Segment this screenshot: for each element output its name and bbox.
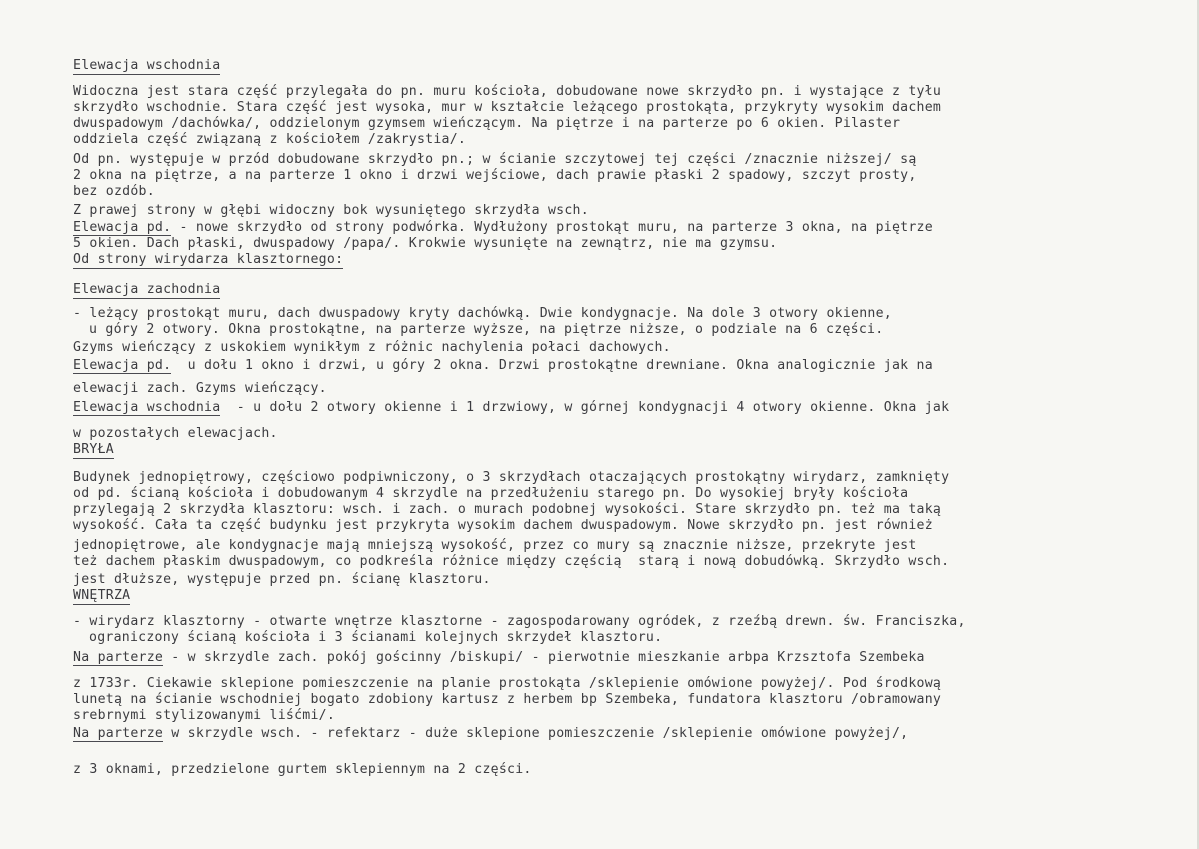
heading-wnetrza: WNĘTRZA — [73, 588, 131, 603]
heading-od-strony-wirydarza: Od strony wirydarza klasztornego: — [73, 252, 344, 267]
text-line: 2 okna na piętrze, a na parterze 1 okno i drzwi wejściowe, dach prawie płaski 2 spadowy, szczyt prosty, — [73, 168, 917, 183]
text-line: z 1733r. Ciekawie sklepione pomieszczenie na planie prostokąta /sklepienie omówione powyżej/. Pod środkową — [73, 676, 942, 691]
text-line: ograniczony ścianą kościoła i 3 ścianami kolejnych skrzydeł klasztoru. — [89, 630, 663, 645]
text-line: lunetą na ścianie wschodniej bogato zdobiony kartusz z herbem bp Szembeka, fundatora klasztoru /obramowany — [73, 692, 942, 707]
heading-elewacja-pd: Elewacja pd. — [73, 358, 172, 373]
text-line: też dachem płaskim dwuspadowym, co podkreśla różnice między częścią starą i nową dobudówką. Skrzydło wsch. — [73, 554, 950, 569]
text-run: - nowe skrzydło od strony podwórka. Wydłużony prostokąt muru, na parterze 3 okna, na piętrze — [171, 220, 933, 235]
text-line: Gzyms wieńczący z uskokiem wynikłym z różnic nachylenia połaci dachowych. — [73, 340, 671, 355]
heading-elewacja-wschodnia: Elewacja wschodnia — [73, 400, 221, 415]
heading-elewacja-pd: Elewacja pd. — [73, 220, 172, 235]
text-line: od pd. ścianą kościoła i dobudowanym 4 skrzydle na przedłużeniu starego pn. Do wysokiej bryły kościoła — [73, 486, 909, 501]
text-run: u dołu 1 okno i drzwi, u góry 2 okna. Drzwi prostokątne drewniane. Okna analogicznie jak na — [171, 358, 933, 373]
heading-na-parterze: Na parterze — [73, 650, 164, 665]
heading-elewacja-wschodnia: Elewacja wschodnia — [73, 58, 221, 73]
text-line-with-heading — [73, 400, 949, 416]
text-line: przylegają 2 skrzydła klasztoru: wsch. i zach. o murach podobnej wysokości. Stare skrzydło pn. też ma taką — [73, 502, 942, 517]
text-line: srebrnymi stylizowanymi liśćmi/. — [73, 708, 336, 723]
text-line: 5 okien. Dach płaski, dwuspadowy /papa/. Krokwie wysunięte na zewnątrz, nie ma gzymsu. — [73, 236, 778, 251]
heading-bryla: BRYŁA — [73, 442, 114, 457]
text-run: w skrzydle wsch. - refektarz - duże sklepione pomieszczenie /sklepienie omówione powyżej/, — [163, 726, 909, 741]
text-line-with-heading — [73, 726, 908, 742]
text-line: Widoczna jest stara część przylegała do pn. muru kościoła, dobudowane nowe skrzydło pn. i wystające z tyłu — [73, 84, 942, 99]
text-line: w pozostałych elewacjach. — [73, 426, 278, 441]
text-line: Z prawej strony w głębi widoczny bok wysuniętego skrzydła wsch. — [73, 203, 589, 218]
text-run: - u dołu 2 otwory okienne i 1 drzwiowy, w górnej kondygnacji 4 otwory okienne. Okna jak — [220, 400, 950, 415]
text-line: u góry 2 otwory. Okna prostokątne, na parterze wyższe, na piętrze niższe, o podziale na 6 części. — [89, 322, 884, 337]
text-line: Budynek jednopiętrowy, częściowo podpiwniczony, o 3 skrzydłach otaczających prostokątny wirydarz, zamknięty — [73, 470, 950, 485]
heading-na-parterze: Na parterze — [73, 726, 164, 741]
text-line: oddziela część związaną z kościołem /zakrystia/. — [73, 132, 467, 147]
heading-elewacja-zachodnia: Elewacja zachodnia — [73, 282, 221, 297]
text-run: - w skrzydle zach. pokój gościnny /biskupi/ - pierwotnie mieszkanie arbpa Krzsztofa Szembeka — [163, 650, 925, 665]
text-line: skrzydło wschodnie. Stara część jest wysoka, mur w kształcie leżącego prostokąta, przykryty wysokim dachem — [73, 100, 942, 115]
text-line: - leżący prostokąt muru, dach dwuspadowy kryty dachówką. Dwie kondygnacje. Na dole 3 otwory okienne, — [73, 306, 892, 321]
text-line: jednopiętrowe, ale kondygnacje mają mniejszą wysokość, przez co mury są znacznie niższe, przekryte jest — [73, 538, 917, 553]
text-line-with-heading — [73, 358, 933, 374]
text-line: bez ozdób. — [73, 184, 155, 199]
text-line: dwuspadowym /dachówka/, oddzielonym gzymsem wieńczącym. Na piętrze i na parterze po 6 okien. Pilaster — [73, 116, 901, 131]
text-line: z 3 oknami, przedzielone gurtem sklepiennym na 2 części. — [73, 762, 532, 777]
text-line: - wirydarz klasztorny - otwarte wnętrze klasztorne - zagospodarowany ogródek, z rzeźbą drewn. św. Franciszka, — [73, 614, 966, 629]
text-line-with-heading — [73, 650, 925, 666]
text-line-with-heading — [73, 220, 933, 236]
text-line: elewacji zach. Gzyms wieńczący. — [73, 381, 327, 396]
text-line: wysokość. Cała ta część budynku jest przykryta wysokim dachem dwuspadowym. Nowe skrzydło pn. jest również — [73, 518, 933, 533]
text-line: jest dłuższe, występuje przed pn. ścianę klasztoru. — [73, 572, 491, 587]
text-line: Od pn. występuje w przód dobudowane skrzydło pn.; w ścianie szczytowej tej części /znacznie niższej/ są — [73, 152, 917, 167]
